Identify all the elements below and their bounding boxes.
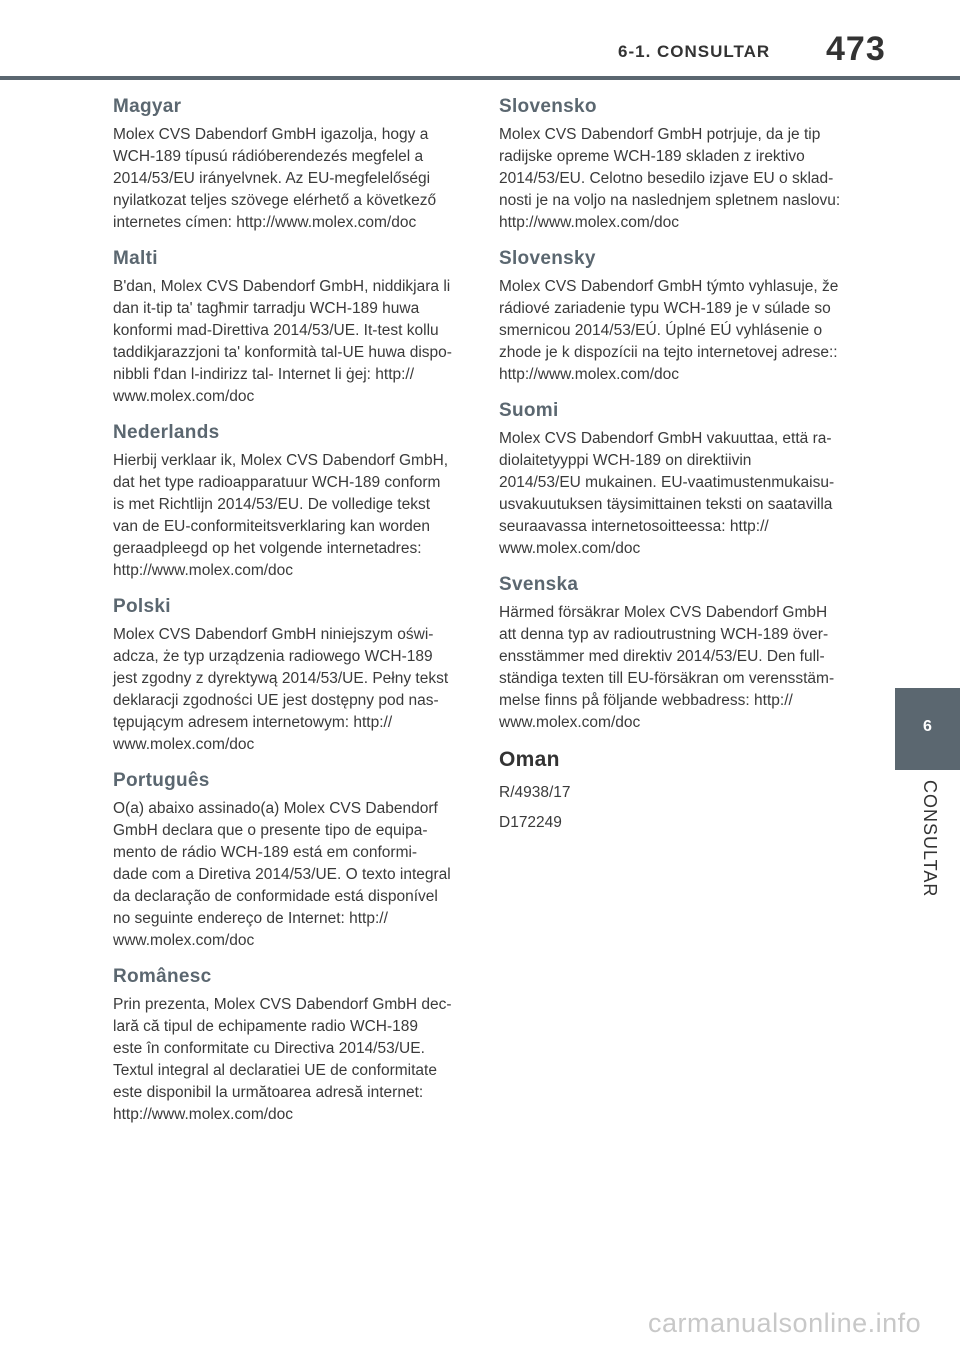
section-slovensky: [499, 248, 851, 386]
section-body: Molex CVS Dabendorf GmbH potrjuje, da je tip radijske opreme WCH-189 skladen z irektivo 2014/53/EU. Celotno besedilo izjave EU o sklad- nosti je na voljo na naslednjem spletnem naslovu: http://www.molex.com/doc: [499, 126, 841, 231]
section-polski: [113, 596, 465, 756]
section-heading: Português: [113, 770, 210, 791]
section-heading: Slovensko: [499, 96, 597, 117]
section-title: 6-1. CONSULTAR: [618, 42, 771, 61]
chapter-side-label: [895, 780, 960, 910]
section-body: B'dan, Molex CVS Dabendorf GmbH, niddikjara li dan it-tip ta' tagħmir tarradju WCH-189 huwa konformi mad-Direttiva 2014/53/UE. It-test kollu taddikjarazzjoni ta' konformità tal-UE huwa dispo- nibbli f'dan l-indirizz tal- Internet li ġej: http:// www.molex.com/doc: [113, 278, 452, 405]
right-column: [499, 96, 851, 848]
watermark: carmanualsonline.info: [648, 1308, 922, 1338]
section-heading: Polski: [113, 596, 171, 617]
section-body: Hierbij verklaar ik, Molex CVS Dabendorf GmbH, dat het type radioapparatuur WCH-189 conform is met Richtlijn 2014/53/EU. De volledige tekst van de EU-conformiteitsverklaring kan worden geraadpleegd op het volgende internetadres: http://www.molex.com/doc: [113, 452, 449, 579]
section-nederlands: [113, 422, 465, 582]
section-suomi: [499, 400, 851, 560]
section-body: Molex CVS Dabendorf GmbH niniejszym oświ- adcza, że typ urządzenia radiowego WCH-189 jest zgodny z dyrektywą 2014/53/UE. Pełny tekst deklaracji zgodności UE jest dostępny pod nas- tępującym adresem internetowym: http:// www.molex.com/doc: [113, 626, 449, 753]
section-slovensko: [499, 96, 851, 234]
header-divider: [0, 76, 960, 80]
section-portugues: [113, 770, 465, 952]
section-body: Molex CVS Dabendorf GmbH týmto vyhlasuje, že rádiové zariadenie typu WCH-189 je v súlade so smernicou 2014/53/EÚ. Úplné EÚ vyhlásenie o zhode je k dispozícii na tejto internetovej adrese:: http://www.molex.com/doc: [499, 278, 839, 383]
left-column: [113, 96, 465, 1140]
section-magyar: [113, 96, 465, 234]
oman-registration: R/4938/17: [499, 784, 571, 801]
section-heading: Malti: [113, 248, 158, 269]
oman-dealer-number: D172249: [499, 814, 562, 831]
oman-heading: Oman: [499, 748, 560, 771]
section-malti: [113, 248, 465, 408]
section-romanesc: [113, 966, 465, 1126]
section-body: O(a) abaixo assinado(a) Molex CVS Dabendorf GmbH declara que o presente tipo de equipa- mento de rádio WCH-189 está em conformi- dade com a Diretiva 2014/53/UE. O texto integral da declaração de conformidade está disponível no seguinte endereço de Internet: http:// www.molex.com/doc: [113, 800, 451, 949]
section-heading: Magyar: [113, 96, 182, 117]
page-header: [0, 0, 960, 80]
section-heading: Slovensky: [499, 248, 596, 269]
chapter-number: 6: [923, 718, 932, 735]
section-body: Härmed försäkrar Molex CVS Dabendorf GmbH att denna typ av radioutrustning WCH-189 över- ensstämmer med direktiv 2014/53/EU. Den full- ständiga texten till EU-försäkran om verensstäm- melse finns på följande webbadress: http:// www.molex.com/doc: [499, 604, 835, 731]
page-number: 473: [826, 30, 886, 68]
section-body: Prin prezenta, Molex CVS Dabendorf GmbH dec- lară că tipul de echipamente radio WCH-189 este în conformitate cu Directiva 2014/53/UE. Textul integral al declaratiei UE de conformitate este disponibil la următoarea adresă internet: http://www.molex.com/doc: [113, 996, 452, 1123]
section-heading: Suomi: [499, 400, 559, 421]
chapter-tab: [895, 688, 960, 770]
section-heading: Nederlands: [113, 422, 220, 443]
chapter-label-text: CONSULTAR: [919, 780, 940, 898]
section-body: Molex CVS Dabendorf GmbH igazolja, hogy a WCH-189 típusú rádióberendezés megfelel a 2014/53/EU irányelvnek. Az EU-megfelelőségi nyilatkozat teljes szövege elérhető a következő internetes címen: http://www.molex.com/doc: [113, 126, 437, 231]
section-heading: Românesc: [113, 966, 212, 987]
section-body: Molex CVS Dabendorf GmbH vakuuttaa, että ra- diolaitetyyppi WCH-189 on direktiivin 2014/53/EU mukainen. EU-vaatimustenmukaisu- usvakuutuksen täysimittainen teksti on saatavilla seuraavassa internetosoitteessa: http:// www.molex.com/doc: [499, 430, 835, 557]
section-svenska: [499, 574, 851, 734]
section-heading: Svenska: [499, 574, 579, 595]
section-oman: [499, 748, 851, 834]
